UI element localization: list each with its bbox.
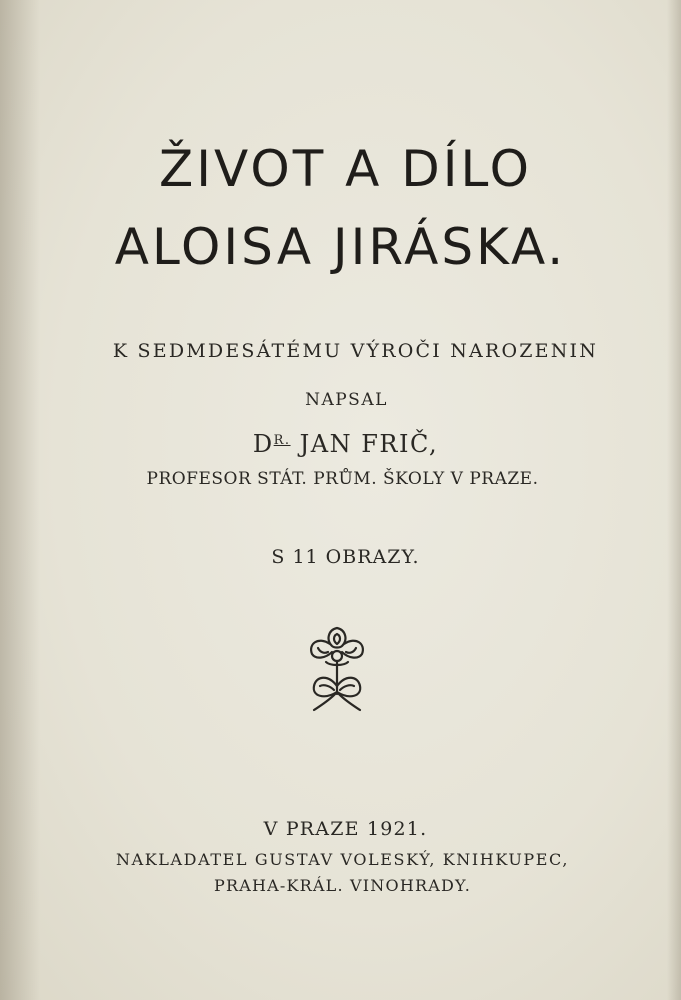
author-title-prefix: D xyxy=(252,430,274,458)
book-title-line-2: ALOISA JIRÁSKA. xyxy=(114,218,567,276)
imprint-place-year: V PRAZE 1921. xyxy=(263,818,428,840)
author-name xyxy=(0,430,681,458)
written-by-label: NAPSAL xyxy=(305,390,388,410)
subtitle: K SEDMDESÁTÉMU VÝROČI NAROZENIN xyxy=(112,340,599,362)
illustrations-note: S 11 OBRAZY. xyxy=(271,546,420,568)
author-fullname: JAN FRIČ, xyxy=(290,430,439,458)
author-title-suffix: R. xyxy=(273,433,291,448)
author-position: PROFESOR STÁT. PRŮM. ŠKOLY V PRAZE. xyxy=(146,469,539,489)
book-title-line-1: ŽIVOT A DÍLO xyxy=(159,140,532,198)
imprint-publisher: NAKLADATEL GUSTAV VOLESKÝ, KNIHKUPEC, xyxy=(115,850,570,869)
imprint-address: PRAHA-KRÁL. VINOHRADY. xyxy=(214,876,471,895)
floral-ornament-icon xyxy=(306,624,368,714)
